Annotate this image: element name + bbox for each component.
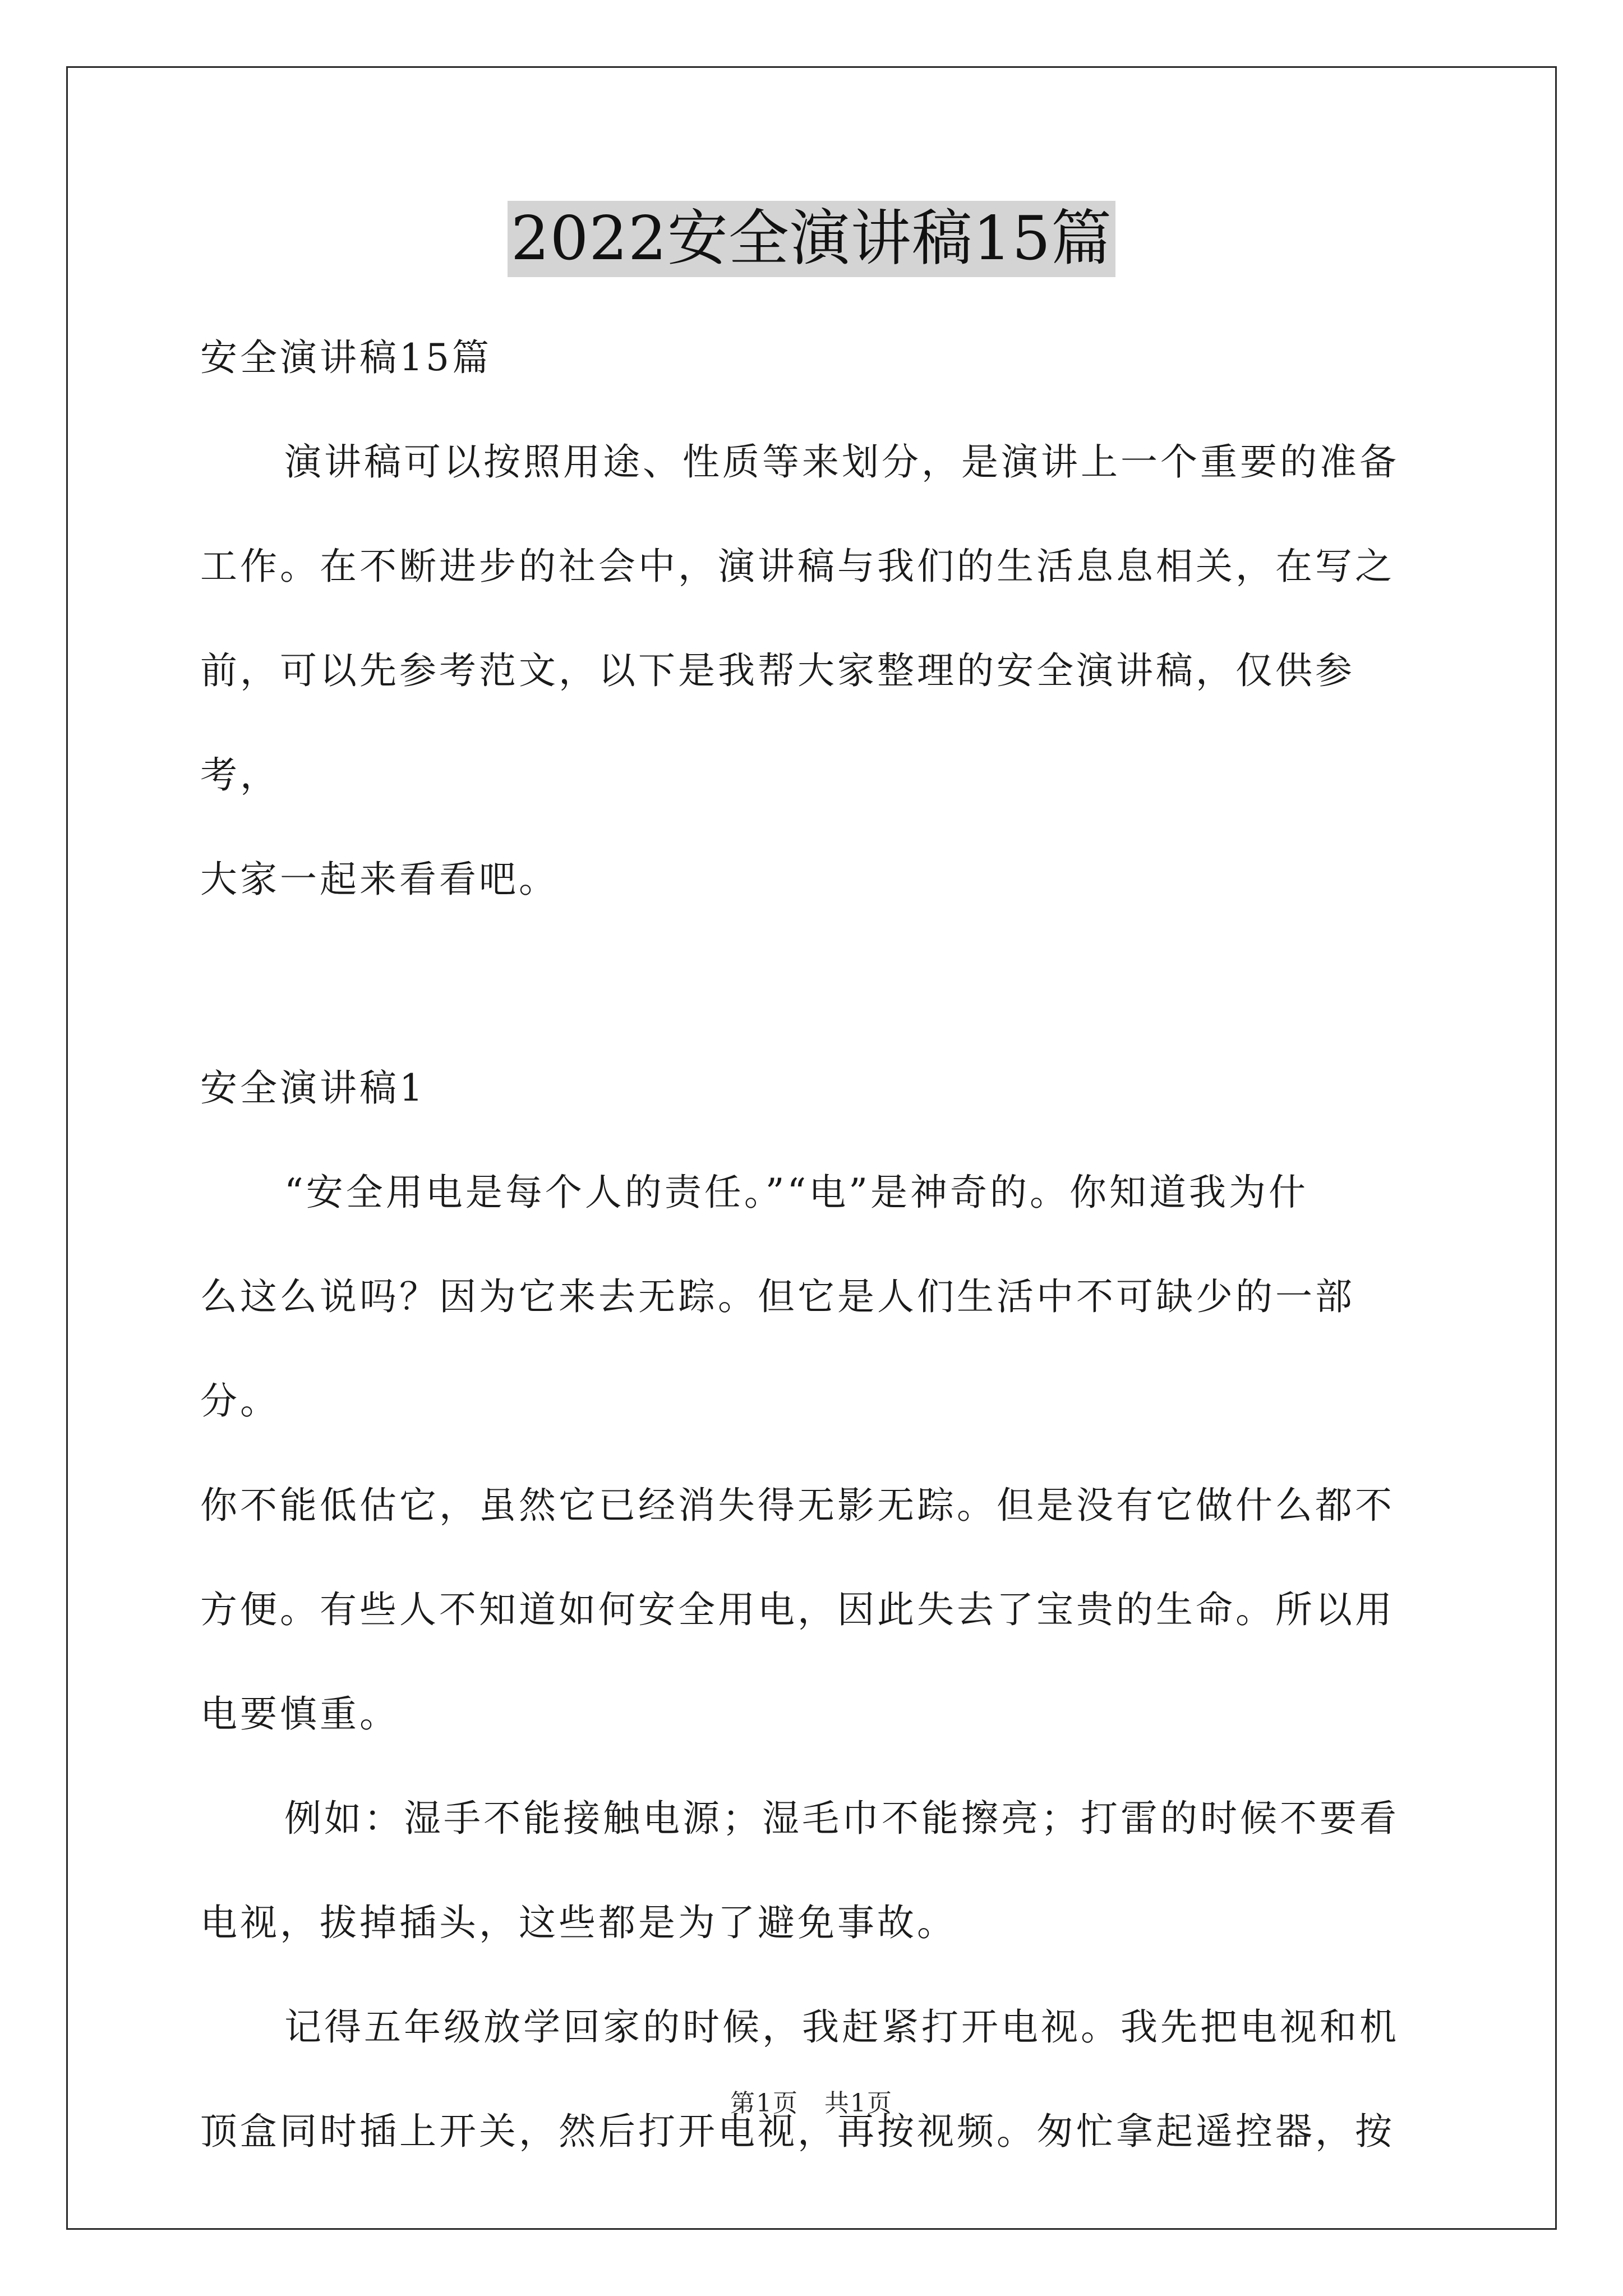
intro-line: 前，可以先参考范文，以下是我帮大家整理的安全演讲稿，仅供参考， (200, 649, 1355, 797)
page-footer: 第1页 共1页 (730, 2089, 893, 2118)
intro-line: 大家一起来看看吧。 (200, 858, 559, 901)
document-body (200, 306, 1434, 2184)
paragraph-line: 例如：湿手不能接触电源；湿毛巾不能擦亮；打雷的时候不要看 (284, 1797, 1399, 1840)
paragraph-line: 么这么说吗？因为它来去无踪。但它是人们生活中不可缺少的一部分。 (200, 1275, 1355, 1423)
paragraph-line: 顶盒同时插上开关，然后打开电视，再按视频。匆忙拿起遥控器，按 (200, 2110, 1395, 2153)
title-area (0, 201, 1623, 277)
paragraph-line: 电要慎重。 (200, 1692, 399, 1736)
paragraph-line: “安全用电是每个人的责任。”“电”是神奇的。你知道我为什 (284, 1171, 1308, 1214)
intro-line: 工作。在不断进步的社会中，演讲稿与我们的生活息息相关，在写之 (200, 545, 1395, 588)
paragraph-line: 电视，拔掉插头，这些都是为了避免事故。 (200, 1901, 957, 1944)
section-spacer (200, 932, 1434, 1036)
paragraph-line: 记得五年级放学回家的时候，我赶紧打开电视。我先把电视和机 (284, 2005, 1399, 2049)
paragraph-line: 方便。有些人不知道如何安全用电，因此失去了宝贵的生命。所以用 (200, 1588, 1395, 1631)
section-heading: 安全演讲稿1 (200, 1066, 426, 1110)
document-title: 2022安全演讲稿15篇 (508, 201, 1115, 277)
subtitle: 安全演讲稿15篇 (200, 336, 492, 379)
intro-line: 演讲稿可以按照用途、性质等来划分，是演讲上一个重要的准备 (284, 440, 1399, 484)
paragraph-line: 你不能低估它，虽然它已经消失得无影无踪。但是没有它做什么都不 (200, 1484, 1395, 1527)
